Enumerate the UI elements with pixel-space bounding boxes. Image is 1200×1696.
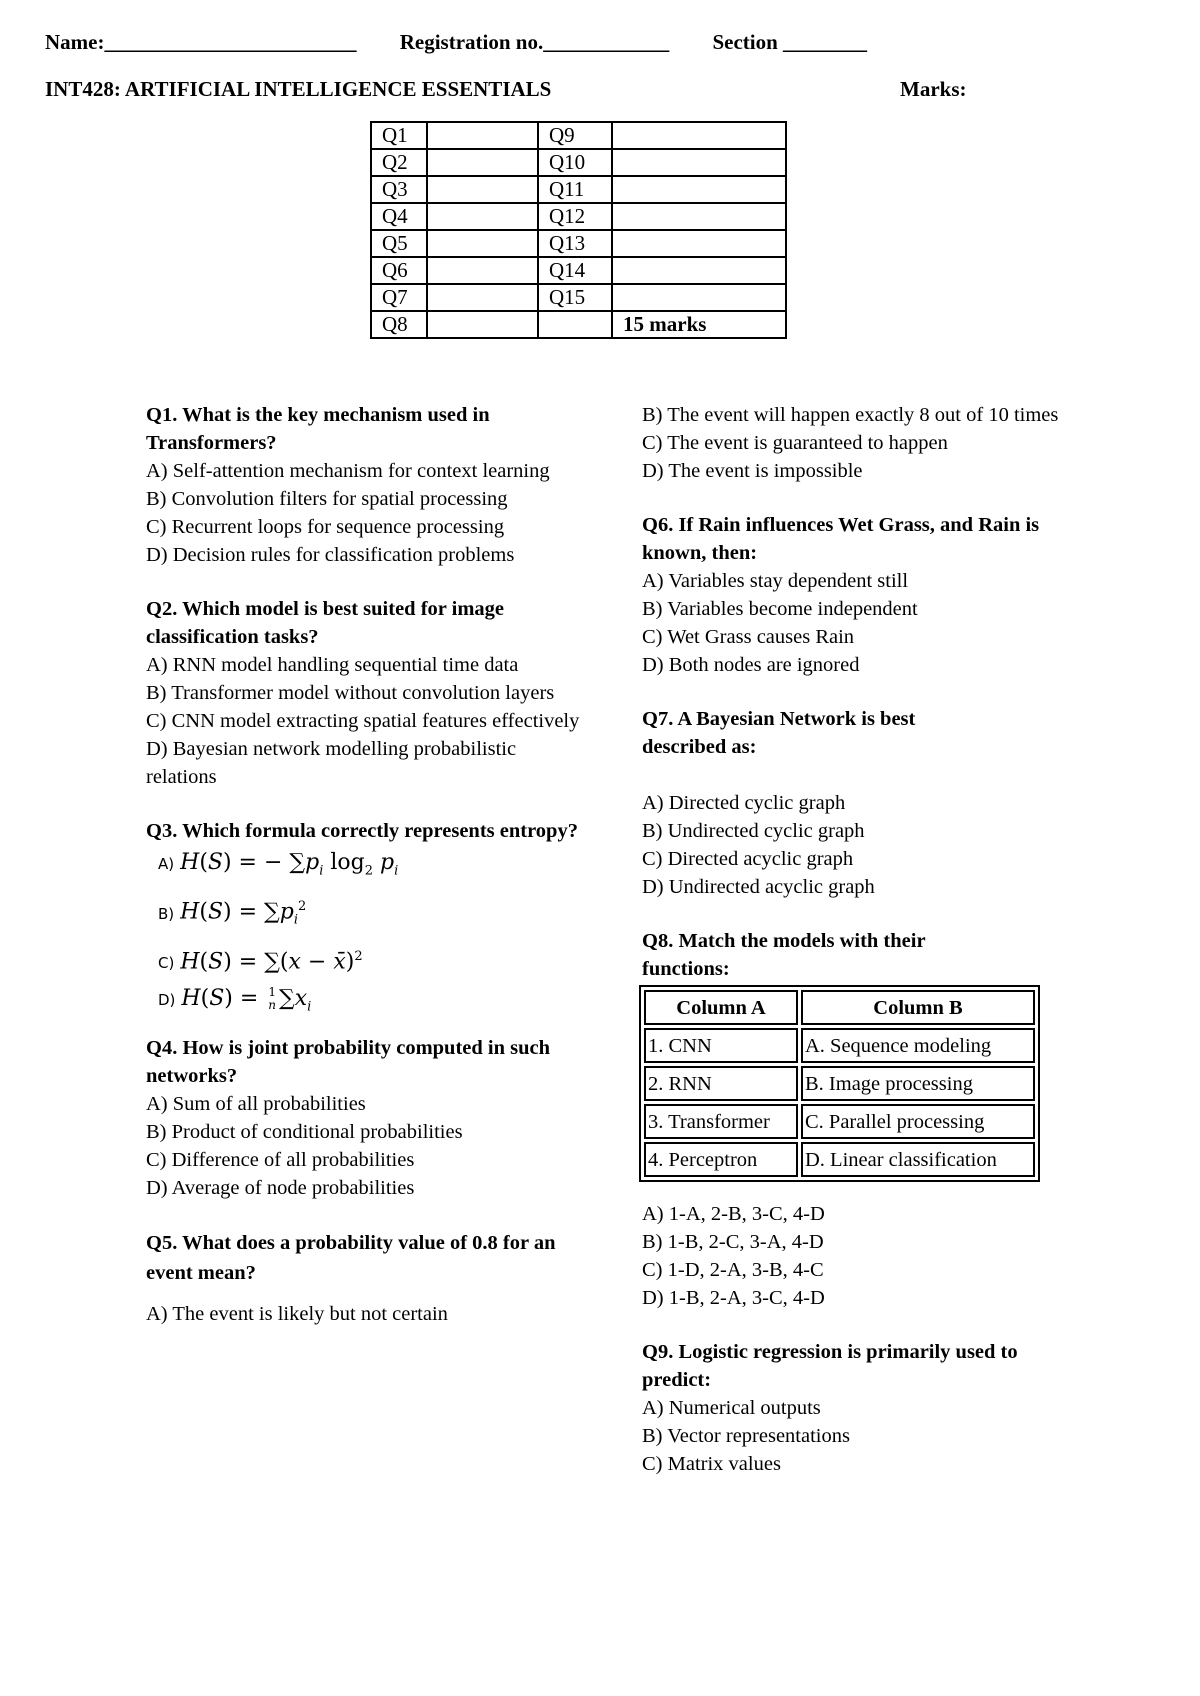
option: A) Variables stay dependent still — [642, 570, 909, 592]
score-cell — [612, 203, 786, 230]
option: B) Product of conditional probabilities — [146, 1120, 463, 1143]
column-b-cell: C. Parallel processing — [801, 1104, 1035, 1139]
option: D) 1-B, 2-A, 3-C, 4-D — [642, 1287, 825, 1309]
option: B) Undirected cyclic graph — [642, 820, 865, 842]
question-title: Q6. If Rain influences Wet Grass, and Rain is known, then: — [642, 514, 1040, 564]
option: D) Average of node probabilities — [146, 1176, 415, 1199]
question-title: Q4. How is joint probability computed in such networks? — [146, 1036, 550, 1087]
option-label: B) — [158, 904, 175, 923]
option: A) 1-A, 2-B, 3-C, 4-D — [642, 1203, 825, 1225]
option: C) Difference of all probabilities — [146, 1148, 415, 1171]
question-title: Q3. Which formula correctly represents entropy? — [146, 820, 578, 842]
formula-d: D) H(S) = 1 n $\sum x_i$ — [158, 985, 312, 1015]
fraction: 1 n — [268, 985, 277, 1013]
question-number-cell: Q8 — [371, 311, 427, 338]
score-cell — [612, 122, 786, 149]
column-b-header: Column B — [801, 990, 1035, 1025]
option-label: D) — [158, 991, 176, 1010]
question-title: Q1. What is the key mechanism used in Transformers? — [146, 404, 490, 454]
question-number-cell: Q10 — [538, 149, 612, 176]
score-cell — [427, 149, 538, 176]
match-table — [639, 985, 1040, 1182]
marks-table — [370, 121, 787, 339]
registration-field: Registration no.____________ — [399, 30, 670, 54]
score-cell — [427, 311, 538, 338]
marks-row — [371, 203, 786, 230]
option: B) Vector representations — [642, 1425, 850, 1447]
score-cell — [612, 176, 786, 203]
question-7 — [642, 705, 1082, 901]
question-9 — [642, 1338, 1082, 1478]
option: C) Wet Grass causes Rain — [642, 626, 855, 648]
option: B) 1-B, 2-C, 3-A, 4-D — [642, 1231, 824, 1253]
option-label: A) — [158, 855, 175, 873]
column-b-cell: A. Sequence modeling — [801, 1028, 1035, 1063]
score-cell — [427, 122, 538, 149]
score-cell — [427, 203, 538, 230]
option: D) Decision rules for classification problems — [146, 544, 515, 566]
formula-a: A) H(S) = − $\sum p_i$ $\log_2 p_i$ — [158, 850, 399, 879]
score-cell — [612, 149, 786, 176]
marks-row — [371, 122, 786, 149]
question-number-cell — [538, 311, 612, 338]
score-cell — [427, 230, 538, 257]
left-column — [146, 401, 586, 1354]
option: A) Sum of all probabilities — [146, 1092, 366, 1115]
option: A) Self-attention mechanism for context learning — [146, 460, 550, 482]
option: C) Directed acyclic graph — [642, 848, 854, 870]
question-number-cell: Q11 — [538, 176, 612, 203]
option: C) The event is guaranteed to happen — [642, 432, 948, 454]
column-a-cell: 3. Transformer — [644, 1104, 798, 1139]
marks-row — [371, 230, 786, 257]
match-row — [644, 1104, 1035, 1139]
question-title: Q5. What does a probability value of 0.8 for an event mean? — [146, 1231, 556, 1284]
match-row — [644, 1066, 1035, 1101]
marks-label: Marks: — [900, 77, 967, 101]
question-3 — [146, 817, 586, 1026]
question-number-cell: Q13 — [538, 230, 612, 257]
match-row — [644, 1028, 1035, 1063]
score-cell — [612, 284, 786, 311]
option: A) Directed cyclic graph — [642, 792, 846, 814]
question-number-cell: Q15 — [538, 284, 612, 311]
match-row — [644, 1142, 1035, 1177]
question-1 — [146, 401, 586, 569]
marks-row — [371, 176, 786, 203]
option: B) Variables become independent — [642, 598, 918, 620]
question-number-cell: Q2 — [371, 149, 427, 176]
score-cell — [612, 230, 786, 257]
question-number-cell: Q7 — [371, 284, 427, 311]
name-field: Name:________________________ — [45, 30, 357, 54]
question-number-cell: Q12 — [538, 203, 612, 230]
option-label: C) — [158, 954, 175, 973]
marks-row — [371, 257, 786, 284]
section-field: Section ________ — [712, 30, 868, 54]
option: A) RNN model handling sequential time data — [146, 654, 519, 676]
question-title: Q9. Logistic regression is primarily used to predict: — [642, 1341, 1018, 1391]
question-8 — [642, 927, 1082, 1312]
question-5 — [146, 1228, 586, 1328]
score-cell — [427, 284, 538, 311]
question-number-cell: Q4 — [371, 203, 427, 230]
option: A) The event is likely but not certain — [146, 1302, 448, 1325]
option: D) Bayesian network modelling probabilistic relations — [146, 738, 517, 788]
column-b-cell: D. Linear classification — [801, 1142, 1035, 1177]
column-a-cell: 1. CNN — [644, 1028, 798, 1063]
course-title: INT428: ARTIFICIAL INTELLIGENCE ESSENTIALS — [45, 77, 552, 101]
question-title: Q2. Which model is best suited for image classification tasks? — [146, 598, 504, 648]
question-number-cell: Q1 — [371, 122, 427, 149]
option: A) Numerical outputs — [642, 1397, 821, 1419]
formula-b: B) $H(S) = \sum p_i^2$ — [158, 899, 307, 929]
question-number-cell: Q6 — [371, 257, 427, 284]
score-cell — [427, 176, 538, 203]
question-number-cell: Q3 — [371, 176, 427, 203]
option: D) Both nodes are ignored — [642, 654, 860, 676]
question-number-cell: Q9 — [538, 122, 612, 149]
score-cell: 15 marks — [612, 311, 786, 338]
option: C) CNN model extracting spatial features effectively — [146, 710, 580, 732]
option: B) Convolution filters for spatial processing — [146, 488, 508, 510]
score-cell — [612, 257, 786, 284]
question-number-cell: Q14 — [538, 257, 612, 284]
column-a-header: Column A — [644, 990, 798, 1025]
column-a-cell: 4. Perceptron — [644, 1142, 798, 1177]
question-title: Q7. A Bayesian Network is best described as: — [642, 708, 916, 758]
marks-row — [371, 284, 786, 311]
question-2 — [146, 595, 586, 791]
formula-c: C) H(S) = ∑(x − x̄)$^2$ — [158, 949, 363, 975]
question-4 — [146, 1034, 586, 1202]
option: C) Matrix values — [642, 1453, 781, 1475]
option: B) Transformer model without convolution layers — [146, 682, 555, 704]
question-title: Q8. Match the models with their functions: — [642, 930, 926, 980]
score-cell — [427, 257, 538, 284]
marks-row — [371, 149, 786, 176]
option: B) The event will happen exactly 8 out of 10 times — [642, 404, 1059, 426]
option: C) 1-D, 2-A, 3-B, 4-C — [642, 1259, 824, 1281]
question-number-cell: Q5 — [371, 230, 427, 257]
question-6 — [642, 511, 1082, 679]
column-b-cell: B. Image processing — [801, 1066, 1035, 1101]
option: C) Recurrent loops for sequence processing — [146, 516, 505, 538]
student-info-line — [45, 30, 867, 55]
question-5-continued — [642, 401, 1082, 485]
column-a-cell: 2. RNN — [644, 1066, 798, 1101]
option: D) The event is impossible — [642, 460, 863, 482]
option: D) Undirected acyclic graph — [642, 876, 875, 898]
right-column — [642, 401, 1082, 1504]
marks-row — [371, 311, 786, 338]
